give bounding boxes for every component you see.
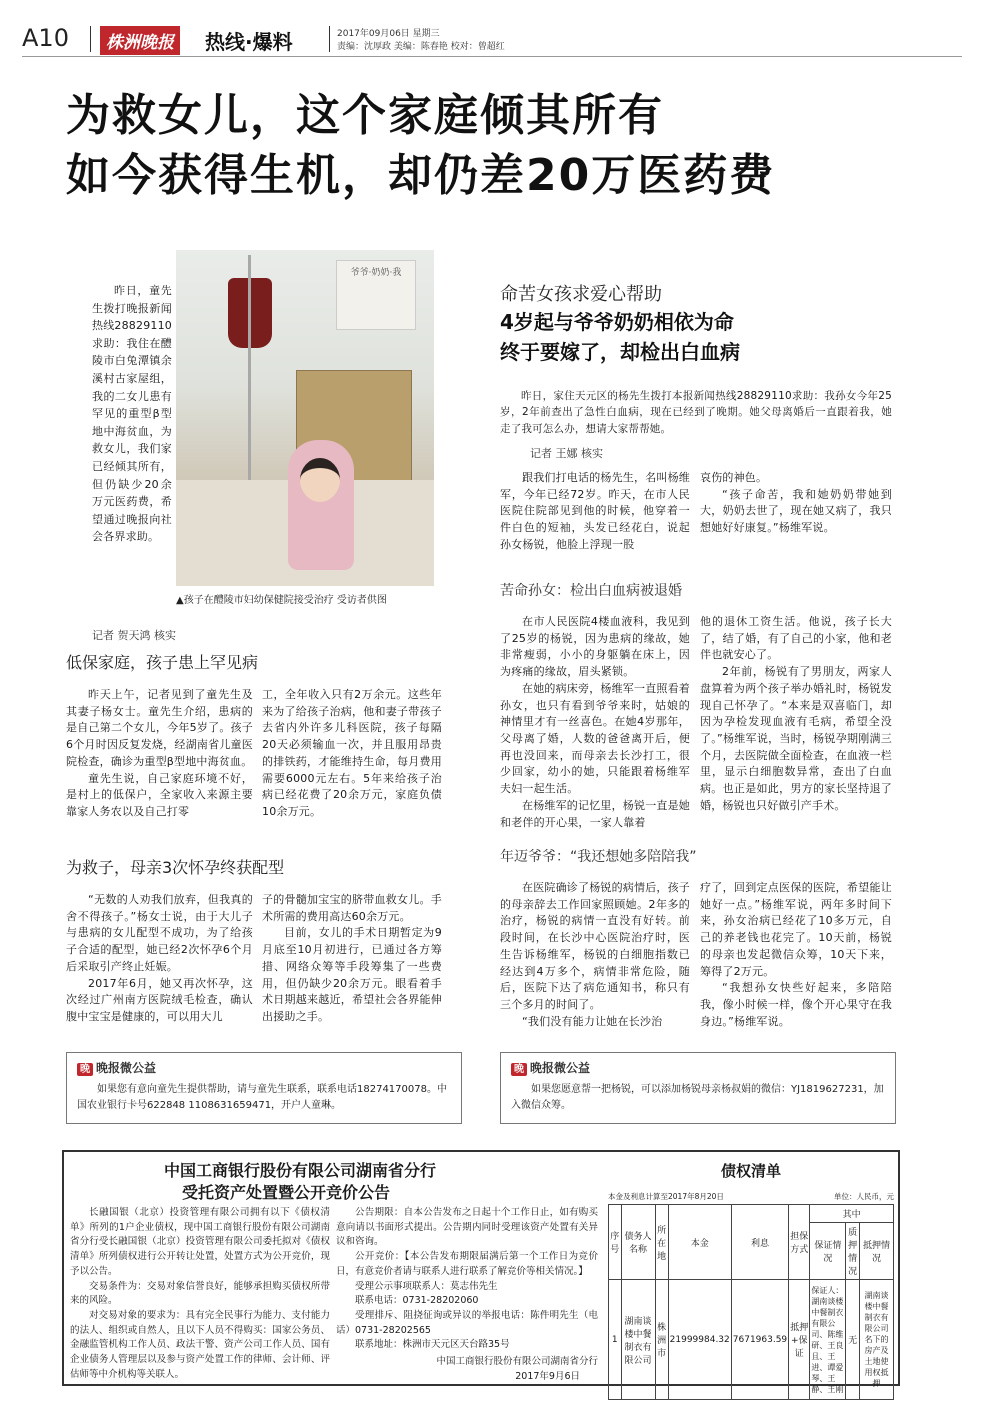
debt-list [608, 1160, 894, 1400]
headline-line-2: 如今获得生机，却仍差20万医药费 [66, 150, 776, 201]
photo-caption: ▲孩子在醴陵市妇幼保健院接受治疗 受访者供图 [176, 595, 387, 606]
cell: 抵押+保证 [789, 1280, 810, 1400]
header-divider-2 [329, 26, 330, 52]
date-line: 2017年09月06日 星期三 [337, 29, 440, 39]
paragraph: 2017年6月，她又再次怀孕，这次经过广州南方医院绒毛检查，确认腹中宝宝是健康的，可以用大儿 [66, 976, 253, 1024]
col-header: 利息 [731, 1205, 788, 1280]
col-header: 所在地 [655, 1205, 668, 1280]
right-sec1-col2 [700, 614, 892, 815]
col-header: 其中 [810, 1205, 894, 1223]
charity-title-text: 晚报微公益 [96, 1061, 157, 1075]
paragraph: 公开竞价：【本公告发布期限届满后第一个工作日为竞价日，有意竞价者请与联系人进行联系了解竞价等相关情况。】 [336, 1251, 598, 1277]
ad-col-2 [336, 1206, 598, 1385]
col-header: 债务人名称 [621, 1205, 655, 1280]
ad-col-1 [70, 1206, 330, 1383]
charity-text: 如果您有意向童先生提供帮助，请与童先生联系，联系电话18274170078。中国农业银行卡号622848 1108631659471，开户人童琳。 [77, 1084, 447, 1111]
left-byline: 记者 贺天鸿 核实 [92, 629, 176, 642]
paragraph: “孩子命苦，我和她奶奶带她到大，奶奶去世了，现在她又病了，我只想她好好康复。”杨维军说。 [700, 487, 892, 535]
cell: 株洲市 [655, 1280, 668, 1400]
paragraph: 对交易对象的要求为：具有完全民事行为能力、支付能力的法人、组织或自然人，且以下人员不得购买：国家公务员、金融监管机构工作人员、政法干警、资产公司工作人员、国有企业债务人管理层以及参与资产处置工作的律师、会计师、评估师等中介机构等关联人。 [70, 1310, 330, 1380]
story-photo [176, 250, 434, 586]
col-header: 保证情况 [810, 1223, 846, 1280]
left-subhead-2: 为救子，母亲3次怀孕终获配型 [66, 858, 285, 877]
left-subhead-1: 低保家庭，孩子患上罕见病 [66, 653, 259, 672]
cell: 21999984.32 [668, 1280, 731, 1400]
ad-notice [62, 1150, 900, 1394]
charity-title-text: 晚报微公益 [530, 1061, 591, 1075]
left-sec2-col2 [262, 892, 442, 1026]
header-rule [22, 56, 962, 57]
col-header: 抵押情况 [860, 1223, 894, 1280]
right-sec1-col1 [500, 614, 690, 831]
right-sec2-col1 [500, 880, 690, 1030]
paragraph: 昨天上午，记者见到了童先生及其妻子杨女士。童先生介绍，患病的是自己第二个女儿，今年5岁了。孩子6个月时因反复发烧，经湖南省儿童医院检查，确诊为重型β型地中海贫血。 [66, 688, 253, 768]
photo-child-head [300, 458, 340, 502]
paragraph: 疗了，回到定点医保的医院，希望能让她好一点。”杨维军说，两年多时间下来，孙女治病已经花了10多万元，自己的养老钱也花完了。10天前，杨锐的母亲也发起微信众筹，10天下来，筹得了2万元。 [700, 881, 892, 978]
cell: 无 [846, 1280, 860, 1400]
paragraph: 受理排斥、阻挠征询或异议的举报电话：陈件明先生（电话）0731-28202565 [336, 1310, 598, 1336]
photo-sign-text: 爷爷·奶奶·我 [350, 268, 402, 278]
paragraph: 他的退休工资生活。他说，孩子长大了，结了婚，有了自己的小家，他和老伴也就安心了。 [700, 615, 892, 662]
paragraph: 2年前，杨锐有了男朋友，两家人盘算着为两个孩子举办婚礼时，杨锐发现自己怀孕了。“本来是双喜临门，却因为孕检发现血液有毛病，希望全没了。”杨维军说，当时，杨锐孕期刚满三个月，去医院做全面检查，在血液一栏里，显示白细胞数异常，查出了白血病。也正是如此，男方的家长坚持退了婚，杨锐也只好做引产手术。 [700, 665, 892, 812]
left-charity-box [66, 1052, 462, 1124]
ad-signature: 中国工商银行股份有限公司湖南省分行 [436, 1356, 598, 1368]
col-header: 序号 [609, 1205, 622, 1280]
table-header-row [609, 1205, 894, 1223]
paragraph: 在医院确诊了杨锐的病情后，孩子的母亲辞去工作回家照顾她。2年多的治疗，杨锐的病情一直没有好转。前段时间，在长沙中心医院治疗时，医生告诉杨维军，杨锐的白细胞指数已经达到4万多个，病情非常危险，随后，医院下达了病危通知书，称只有三个多月的时间了。 [500, 881, 690, 1012]
page-header [22, 22, 962, 60]
paragraph: 目前，女儿的手术日期暂定为9月底至10月初进行，已通过各方筹措、网络众筹等手段筹集了一些费用，但仍缺少20余万元。眼看着手术日期越来越近，希望社会各界能伸出援助之手。 [262, 926, 442, 1024]
section-name: 热线·爆料 [205, 30, 293, 54]
col-header: 本金 [668, 1205, 731, 1280]
debt-list-note: 本金及利息计算至2017年8月20日 [608, 1192, 724, 1201]
paragraph: 工，全年收入只有2万余元。这些年来为了给孩子治病，他和妻子带孩子去省内外许多儿科医院，孩子每隔20天必须输血一次，并且服用昂贵的排铁药，才能维持生命，每月费用需要6000元左右。5年来给孩子治病已经花费了20余万元，家庭负债10余万元。 [262, 688, 442, 819]
masthead-logo: 株洲晚报 [100, 26, 180, 55]
right-sec0-col1 [500, 470, 690, 554]
debt-table [608, 1204, 894, 1400]
paragraph: 联系地址：株洲市天元区天台路35号 [355, 1339, 510, 1351]
page-number: A10 [22, 24, 69, 52]
charity-title [511, 1059, 885, 1076]
header-divider [90, 26, 91, 52]
col-header: 担保方式 [789, 1205, 810, 1280]
right-subhead-2: 年迈爷爷：“我还想她多陪陪我” [500, 849, 697, 865]
charity-logo: 晚 [77, 1063, 93, 1076]
paragraph: 在杨维军的记忆里，杨锐一直是她和老伴的开心果，一家人靠着 [500, 798, 690, 829]
cell: 湖南谈楼中餐制衣有限公司名下的房产及土地使用权抵押 [860, 1280, 894, 1400]
debt-list-title: 债权清单 [720, 1162, 781, 1180]
ad-title-2: 受托资产处置暨公开竞价公告 [182, 1183, 391, 1202]
right-intro: 昨日，家住天元区的杨先生拨打本报新闻热线28829110求助：我孙女今年25岁，2年前查出了急性白血病，现在已经到了晚期。她父母离婚后一直跟着我，她走了我可怎么办，想请大家帮帮她。 [500, 390, 892, 435]
paragraph: 在市人民医院4楼血液科，我见到了25岁的杨锐，因为患病的缘故，她非常瘦弱，小小的身躯躺在床上，因为疼痛的缘故，眉头紧锁。 [500, 615, 690, 679]
paragraph: 跟我们打电话的杨先生，名叫杨维军，今年已经72岁。昨天，在市人民医院住院部见到他的时候，他穿着一件白色的短袖，头发已经花白，说起孙女杨锐，他脸上浮现一股 [500, 471, 690, 551]
paragraph: 哀伤的神色。 [700, 471, 768, 484]
right-title-2: 终于要嫁了，却检出白血病 [500, 340, 740, 364]
right-subhead-1: 苦命孙女：检出白血病被退婚 [500, 583, 682, 599]
paragraph: 联系电话：0731-28202060 [355, 1295, 479, 1307]
charity-logo: 晚 [511, 1063, 527, 1076]
photo-wall-sign [336, 260, 416, 330]
right-title-1: 4岁起与爷爷奶奶相依为命 [500, 310, 734, 334]
right-byline: 记者 王娜 核实 [530, 447, 603, 460]
charity-text: 如果您愿意帮一把杨锐，可以添加杨锐母亲杨叔娟的微信：YJ1819627231，加入微信众筹。 [511, 1084, 884, 1111]
main-headline [66, 86, 946, 206]
paragraph: 童先生说，自己家庭环境不好，是村上的低保户，全家收入来源主要靠家人务农以及自己打零 [66, 771, 253, 819]
right-sec2-col2 [700, 880, 892, 1030]
left-sec1-col2 [262, 687, 442, 821]
left-sec2-col1 [66, 892, 253, 1026]
paragraph: 子的骨髓加宝宝的脐带血救女儿。手术所需的费用高达60余万元。 [262, 893, 442, 923]
paragraph: 长融国银（北京）投资管理有限公司拥有以下《债权清单》所列的1户企业债权，现中国工商银行股份有限公司湖南省分行受长融国银（北京）投资管理有限公司委托拟对《债权清单》所列债权进行公开转让处置，处置方式为公开竞价，现予以公告。 [70, 1207, 330, 1277]
cell: 湖南谈楼中餐制衣有限公司 [621, 1280, 655, 1400]
col-header: 质押情况 [846, 1223, 860, 1280]
right-kicker: 命苦女孩求爱心帮助 [500, 284, 662, 305]
debt-list-meta [608, 1191, 894, 1202]
paragraph: “我们没有能力让她在长沙治 [522, 1014, 663, 1028]
editors-line: 责编：沈厚政 美编：陈春艳 校对：曾超红 [337, 42, 505, 52]
headline-line-1: 为救女儿，这个家庭倾其所有 [66, 90, 664, 141]
charity-title [77, 1059, 451, 1076]
paragraph: 受理公示事项联系人：莫志伟先生 [355, 1280, 498, 1292]
right-charity-box [500, 1052, 896, 1124]
left-intro: 昨日，童先生拨打晚报新闻热线28829110求助：我住在醴陵市白兔潭镇余溪村古家屋组，我的二女儿患有罕见的重型β型地中海贫血，为救女儿，我们家已经倾其所有，但仍缺少20余万元医药费，希望通过晚报向社会各界求助。 [92, 284, 172, 544]
ad-sign-date: 2017年9月6日 [515, 1370, 580, 1382]
cell: 1 [609, 1280, 622, 1400]
paragraph: 交易条件为：交易对象信誉良好，能够承担购买债权所带来的风险。 [70, 1280, 330, 1307]
paragraph: 在她的病床旁，杨维军一直照看着孙女，也只有看到爷爷来时，姑娘的神情里才有一丝喜色。在她4岁那年，父母离了婚，人数的爸爸离开后，便再也没回来，而母亲去长沙打工，很少回家，幼小的她，只能跟着杨维军夫妇一起生活。 [500, 681, 690, 796]
paragraph: “无数的人劝我们放弃，但我真的舍不得孩子。”杨女士说，由于大儿子与患病的女儿配型不成功，为了给孩子合适的配型，她已经2次怀孕6个月后采取引产终止妊娠。 [66, 893, 253, 973]
table-row [609, 1280, 894, 1400]
ad-title-1: 中国工商银行股份有限公司湖南省分行 [164, 1161, 437, 1180]
left-sec1-col1 [66, 687, 253, 821]
paragraph: “我想孙女快些好起来，多陪陪我，像小时候一样，像个开心果守在我身边。”杨维军说。 [700, 981, 892, 1028]
debt-list-unit: 单位：人民币，元 [834, 1192, 894, 1201]
right-sec0-col2 [700, 470, 892, 537]
cell: 7671963.59 [731, 1280, 788, 1400]
cell: 保证人：湖南谈楼中餐制衣有限公司、陈维研、王良且、王进、谭爱琴、王静、王刚 [810, 1280, 846, 1400]
paragraph: 公告期限：自本公告发布之日起十个工作日止，如有购买意向请以书面形式提出。公告期内同时受理该资产处置有关异议和咨询。 [336, 1207, 598, 1248]
